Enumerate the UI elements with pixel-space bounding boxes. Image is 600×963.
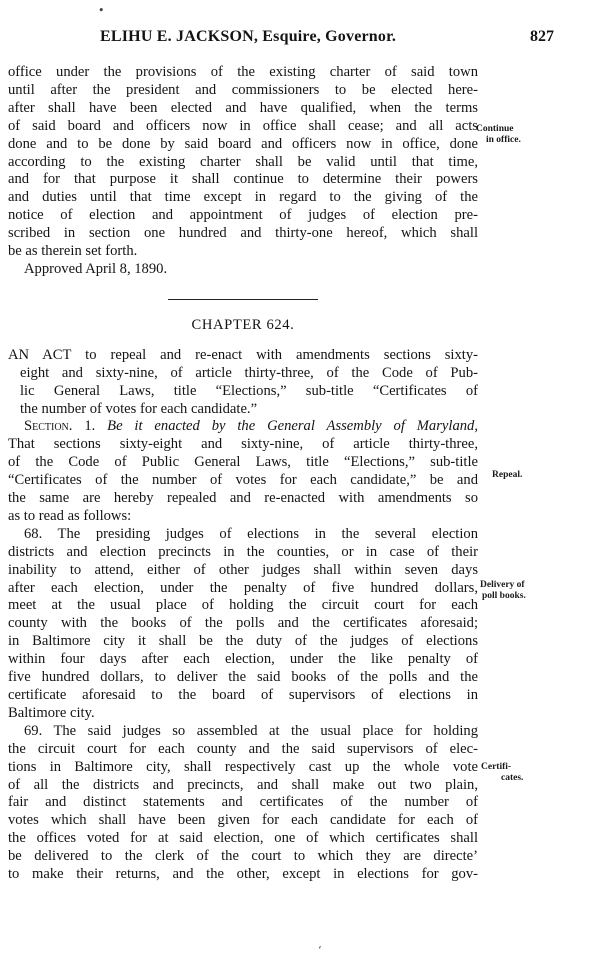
- text-line: “Certificates of the number of votes for each candidate,” be and: [8, 472, 478, 489]
- section-label: Section. 1.: [24, 418, 96, 435]
- sidenote-certificates: [481, 762, 523, 783]
- section-one: [8, 418, 478, 525]
- text-line: and for that purpose it shall continue to determine their powers: [8, 171, 478, 188]
- text-line: the same are hereby repealed and re-enacted with amendments so: [8, 490, 478, 507]
- text-line: votes which shall have been given for each candidate for each of: [8, 812, 478, 829]
- text-line: five hundred dollars, to deliver the said books of the polls and the: [8, 669, 478, 686]
- text-line: fair and distinct statements and certificates of the number of: [8, 794, 478, 811]
- scan-mark: •: [98, 4, 105, 17]
- sidenote-delivery: [480, 580, 526, 601]
- header-title: ELIHU E. JACKSON, Esquire, Governor.: [100, 28, 397, 45]
- text-line: be as therein set forth.: [8, 243, 138, 260]
- sidenote-line: Continue: [476, 124, 514, 134]
- text-line: meet at the usual place of holding the circuit court for each: [8, 597, 478, 614]
- scan-mark: ʻ: [318, 944, 322, 957]
- text-line: county with the books of the polls and the certificates aforesaid;: [8, 615, 478, 632]
- text-line: the number of votes for each candidate.”: [20, 400, 258, 417]
- sidenote-line: poll books.: [482, 590, 526, 601]
- text-line: of the Code of Public General Laws, title “Elections,” sub-title: [8, 454, 478, 471]
- act-title: [8, 347, 478, 419]
- text-line: according to the existing charter shall be valid until that time,: [8, 153, 478, 170]
- text-line: Baltimore city.: [8, 704, 95, 721]
- text-line: eight and sixty-nine, of article thirty-three, of the Code of Pub-: [20, 364, 478, 381]
- text-line: districts and election precincts in the counties, or in case of their: [8, 543, 478, 560]
- text-line: after shall have been elected and have qualified, when the terms: [8, 99, 478, 116]
- sidenote-line: Delivery of: [480, 580, 525, 590]
- section-69: [8, 723, 478, 884]
- text-line: until after the president and commissioners to be elected here-: [8, 81, 478, 98]
- text-line: scribed in section one hundred and thirty-one hereof, which shall: [8, 225, 478, 242]
- text-line: as to read as follows:: [8, 507, 132, 524]
- enacting-line: [8, 418, 478, 436]
- sidenote-line: Repeal.: [492, 470, 523, 480]
- chapter-heading: CHAPTER 624.: [191, 316, 295, 333]
- text-line: inability to attend, either of other judges shall within seven days: [8, 561, 478, 578]
- text-line: after each election, under the penalty of five hundred dollars,: [8, 579, 478, 596]
- page-number: 827: [530, 28, 554, 45]
- sidenote-repeal: [492, 470, 522, 481]
- text-line: and duties until that time except in regard to the giving of the: [8, 189, 478, 206]
- text-line: the offices voted for at said election, one of which certificates shall: [8, 830, 478, 847]
- text-line: in Baltimore city it shall be the duty of the judges of elections: [8, 633, 478, 650]
- section-68: [8, 526, 478, 723]
- text-line: lic General Laws, title “Elections,” sub-title “Certificates of: [20, 382, 478, 399]
- text-line: 68. The presiding judges of elections in the several election: [24, 525, 478, 542]
- text-line: notice of election and appointment of judges of election pre-: [8, 207, 478, 224]
- sidenote-line: Certifi-: [481, 762, 512, 772]
- text-line: tions in Baltimore city, shall respectively cast up the whole vote: [8, 758, 478, 775]
- text-line: within four days after each election, under the like penalty of: [8, 651, 478, 668]
- section-continuation: [8, 64, 478, 279]
- text-line: 69. The said judges so assembled at the usual place for holding: [24, 722, 478, 739]
- text-line: certificate aforesaid to the board of supervisors of elections in: [8, 687, 478, 703]
- text-line: That sections sixty-eight and sixty-nine, of article thirty-three,: [8, 436, 478, 453]
- enacting-clause: Be it enacted by the General Assembly of Maryland,: [107, 418, 478, 435]
- body-text: [8, 64, 478, 884]
- text-line: be delivered to the clerk of the court to which they are directe’: [8, 848, 478, 865]
- text-line: to make their returns, and the other, except in elections for gov-: [8, 866, 478, 883]
- text-line: office under the provisions of the existing charter of said town: [8, 64, 478, 80]
- sidenote-continue: [476, 124, 521, 145]
- text-line: done and to be done by said board and officers now in office, done: [8, 135, 478, 152]
- sidenote-line: in office.: [486, 134, 521, 145]
- running-header: [8, 28, 554, 48]
- sidenote-line: cates.: [501, 772, 524, 783]
- approval-line: Approved April 8, 1890.: [24, 260, 168, 277]
- text-line: of all the districts and precincts, and shall make out two plain,: [8, 776, 478, 793]
- text-line: of said board and officers now in office shall cease; and all acts: [8, 117, 478, 134]
- text-line: the circuit court for each county and the said supervisors of elec-: [8, 740, 478, 757]
- text-line: AN ACT to repeal and re-enact with amendments sections sixty-: [8, 346, 478, 363]
